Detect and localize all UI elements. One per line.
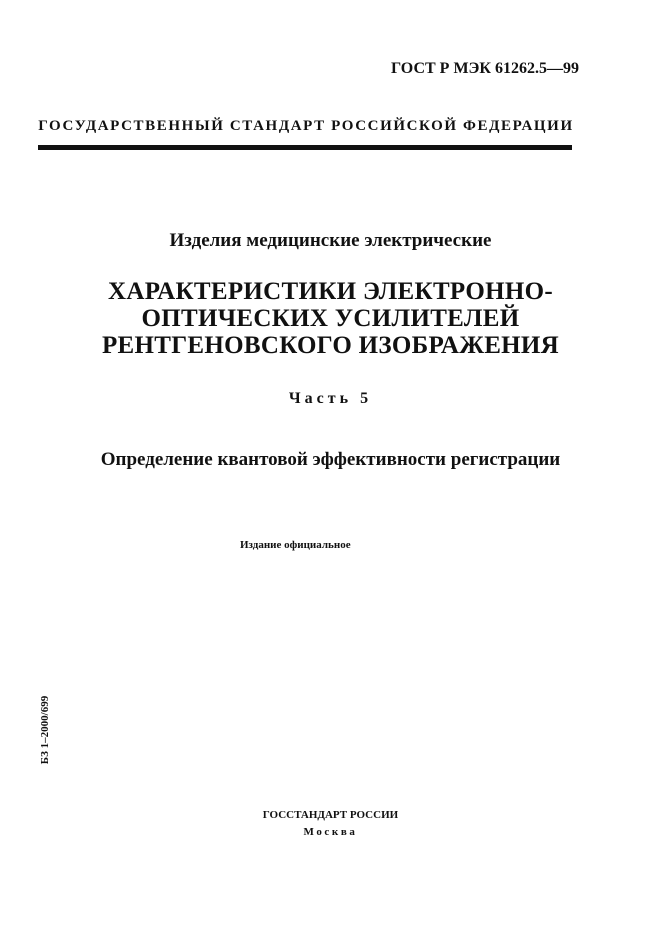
part-label: Часть 5 xyxy=(288,390,373,407)
document-code: ГОСТ Р МЭК 61262.5—99 xyxy=(391,60,579,77)
edition-label: Издание официальное xyxy=(240,539,351,551)
city: Москва xyxy=(303,826,358,838)
side-code-container xyxy=(37,690,53,770)
header-rule xyxy=(38,145,572,150)
publisher: ГОССТАНДАРТ РОССИИ xyxy=(262,809,399,821)
subtitle: Определение квантовой эффективности регистрации xyxy=(100,449,561,470)
product-category: Изделия медицинские электрические xyxy=(169,230,492,251)
side-code: БЗ 1–2000/699 xyxy=(39,695,51,765)
state-standard-heading: ГОСУДАРСТВЕННЫЙ СТАНДАРТ РОССИЙСКОЙ ФЕДЕРАЦИИ xyxy=(38,118,574,134)
main-title-line-2: ОПТИЧЕСКИХ УСИЛИТЕЛЕЙ xyxy=(141,305,520,332)
main-title-line-3: РЕНТГЕНОВСКОГО ИЗОБРАЖЕНИЯ xyxy=(101,332,560,359)
main-title-line-1: ХАРАКТЕРИСТИКИ ЭЛЕКТРОННО- xyxy=(108,278,553,305)
main-title xyxy=(0,278,661,359)
